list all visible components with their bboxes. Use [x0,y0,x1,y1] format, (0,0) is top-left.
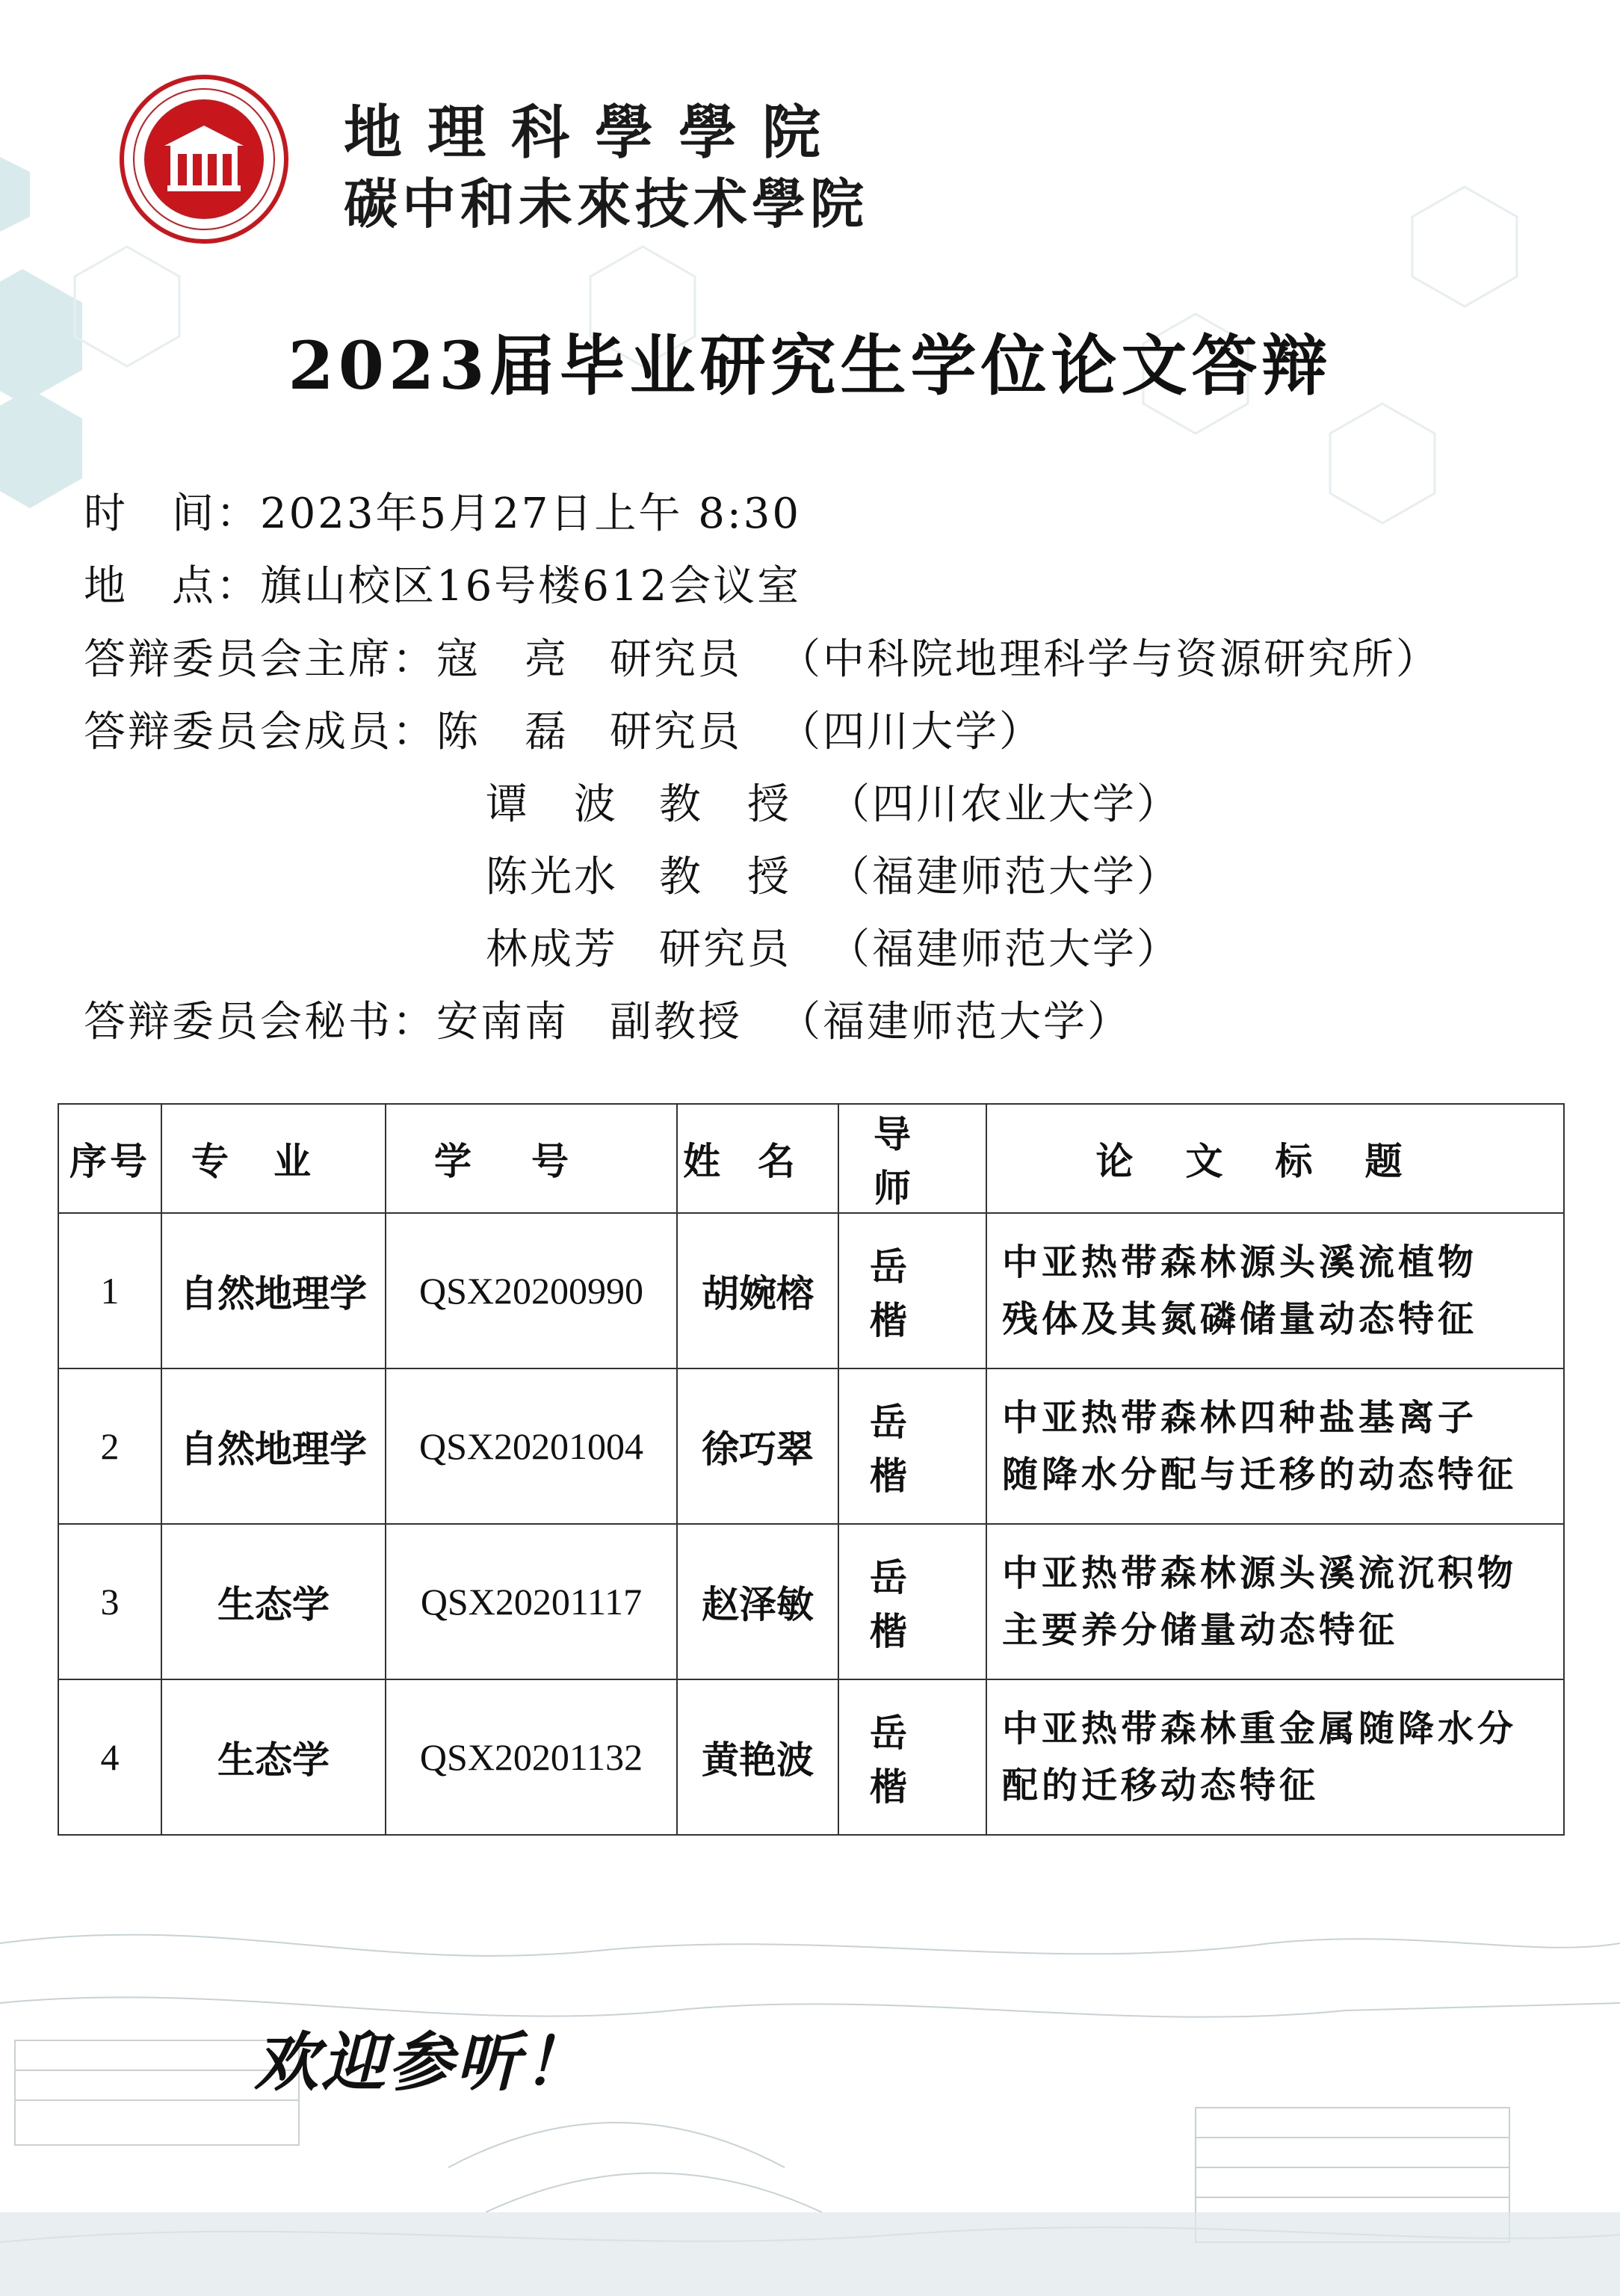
secretary-title: 副教授 [610,998,742,1046]
secretary-name: 安南南 [436,998,569,1046]
cell-student-id: QSX20200990 [386,1213,677,1368]
place-label: 地 点： [84,562,260,611]
member-row [486,780,1181,830]
university-logo [118,73,290,245]
table-row [58,1524,1564,1679]
cell-student-id: QSX20201132 [386,1679,677,1835]
header-advisor: 导师 [838,1104,986,1213]
member-org: （四川大学） [779,708,1043,756]
thesis-table [58,1103,1565,1836]
cell-major: 生态学 [161,1679,386,1835]
cell-name: 胡婉榕 [677,1213,838,1368]
cell-advisor: 岳楷 [838,1213,986,1368]
page-title: 2023届毕业研究生学位论文答辩 [288,327,1332,404]
cell-thesis-title [986,1213,1564,1368]
cell-name: 黄艳波 [677,1679,838,1835]
header-major: 专业 [161,1104,386,1213]
header-student-id: 学号 [386,1104,677,1213]
cell-advisor: 岳楷 [838,1679,986,1835]
member-row [486,925,1181,975]
member-name: 陈 磊 [436,708,569,756]
institution-subname: 碳中和未來技术學院 [344,172,869,235]
cell-major: 自然地理学 [161,1213,386,1368]
time-label: 时 间： [84,490,260,538]
secretary-org: （福建师范大学） [779,998,1131,1046]
secretary-row [84,998,1131,1047]
header-no: 序号 [58,1104,161,1213]
cell-major: 生态学 [161,1524,386,1679]
cell-no: 1 [58,1213,161,1368]
chair-org: （中科院地理科学与资源研究所） [779,635,1440,684]
thesis-title-line: 中亚热带森林重金属随降水分 [1002,1708,1518,1750]
member-title: 研究员 [610,708,742,756]
place-value: 旗山校区16号楼612会议室 [260,562,802,611]
cell-name: 赵泽敏 [677,1524,838,1679]
header-thesis-title: 论文标题 [986,1104,1564,1213]
cell-thesis-title [986,1368,1564,1524]
cell-no: 4 [58,1679,161,1835]
member-title: 教 授 [659,853,791,901]
thesis-title-line: 中亚热带森林四种盐基离子 [1002,1397,1478,1439]
member-org: （福建师范大学） [828,925,1181,974]
thesis-title-line: 随降水分配与迁移的动态特征 [1002,1454,1518,1496]
chair-name: 寇 亮 [436,635,569,684]
cell-advisor: 岳楷 [838,1368,986,1524]
member-title: 研究员 [659,925,791,974]
thesis-title-line: 主要养分储量动态特征 [1002,1609,1399,1651]
place-row [84,562,801,611]
table-row [58,1213,1564,1368]
thesis-title-line: 残体及其氮磷储量动态特征 [1002,1298,1478,1340]
cell-name: 徐巧翠 [677,1368,838,1524]
cell-no: 3 [58,1524,161,1679]
cell-major: 自然地理学 [161,1368,386,1524]
time-row [84,490,801,539]
thesis-title-line: 中亚热带森林源头溪流植物 [1002,1241,1478,1283]
table-header-row [58,1104,1564,1213]
member-title: 教 授 [659,780,791,829]
cell-thesis-title [986,1524,1564,1679]
cell-no: 2 [58,1368,161,1524]
member-org: （四川农业大学） [828,780,1181,829]
cell-advisor: 岳楷 [838,1524,986,1679]
member-name: 陈光水 [486,853,618,901]
time-value: 2023年5月27日上午 8:30 [260,490,801,538]
cell-thesis-title [986,1679,1564,1835]
chair-label: 答辩委员会主席： [84,635,436,684]
chair-title: 研究员 [610,635,742,684]
member-org: （福建师范大学） [828,853,1181,901]
cell-student-id: QSX20201004 [386,1368,677,1524]
thesis-title-line: 配的迁移动态特征 [1002,1765,1320,1806]
cell-student-id: QSX20201117 [386,1524,677,1679]
header-name: 姓名 [677,1104,838,1213]
member-name: 林成芳 [486,925,618,974]
thesis-title-line: 中亚热带森林源头溪流沉积物 [1002,1552,1518,1594]
table-row [58,1679,1564,1835]
member-name: 谭 波 [486,780,618,829]
members-label: 答辩委员会成员： [84,708,436,756]
chair-row [84,635,1440,685]
table-row [58,1368,1564,1524]
institution-name: 地理科學學院 [344,99,847,167]
member-row [84,708,1043,757]
welcome-text: 欢迎参听！ [254,2025,590,2100]
secretary-label: 答辩委员会秘书： [84,998,436,1046]
member-row [486,853,1181,902]
